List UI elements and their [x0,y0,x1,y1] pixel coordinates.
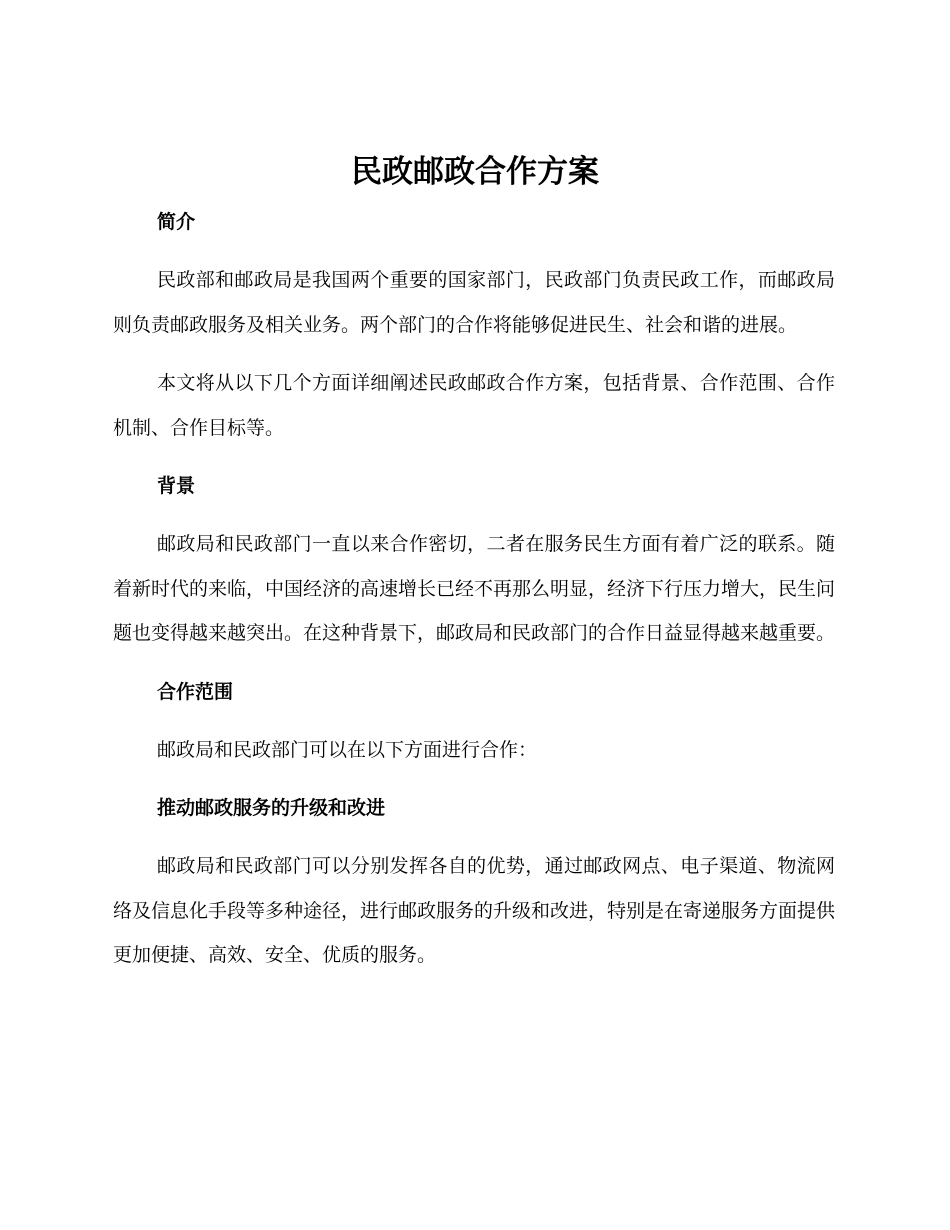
paragraph: 民政部和邮政局是我国两个重要的国家部门，民政部门负责民政工作，而邮政局则负责邮政服务及相关业务。两个部门的合作将能够促进民生、社会和谐的进展。 [113,269,835,336]
document-title: 民政邮政合作方案 [351,154,599,190]
paragraph: 本文将从以下几个方面详细阐述民政邮政合作方案，包括背景、合作范围、合作机制、合作目标等。 [113,372,835,439]
section-heading-upgrade: 推动邮政服务的升级和改进 [157,797,386,819]
section-scope [113,670,835,773]
section-intro [113,200,835,450]
paragraph: 邮政局和民政部门可以在以下方面进行合作： [157,738,538,761]
section-background [113,464,835,656]
paragraph: 邮政局和民政部门可以分别发挥各自的优势，通过邮政网点、电子渠道、物流网络及信息化手段等多种途径，进行邮政服务的升级和改进，特别是在寄递服务方面提供更加便捷、高效、安全、优质的服务。 [113,855,836,966]
document-body [113,200,835,992]
paragraph: 邮政局和民政部门一直以来合作密切，二者在服务民生方面有着广泛的联系。随着新时代的来临，中国经济的高速增长已经不再那么明显，经济下行压力增大，民生问题也变得越来越突出。在这种背景下，邮政局和民政部门的合作日益显得越来越重要。 [113,533,836,644]
section-heading-scope: 合作范围 [157,680,234,703]
section-upgrade [113,786,835,978]
section-heading-background: 背景 [157,475,196,497]
section-heading-intro: 简介 [157,211,196,233]
